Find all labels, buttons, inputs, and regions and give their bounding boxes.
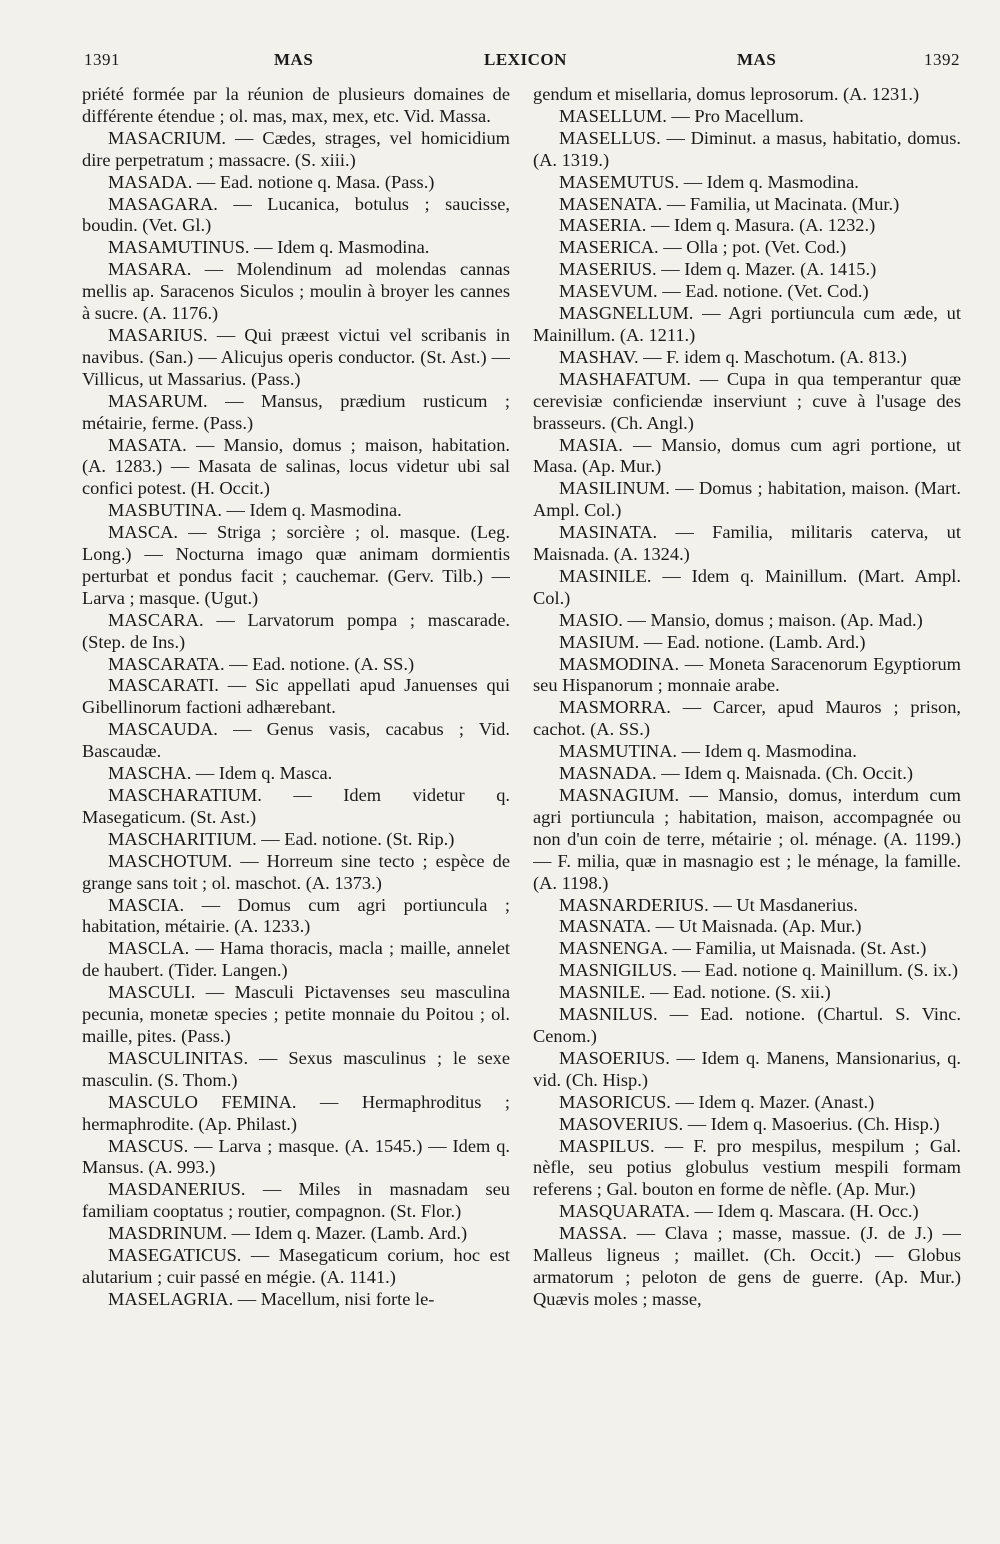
entry-definition: gendum et misellaria, domus leprosorum. (A. 1231.): [533, 84, 920, 104]
entry-headword: MASQUARATA.: [559, 1201, 690, 1222]
entry-definition: — Idem q. Mazer. (A. 1415.): [661, 259, 877, 280]
entry-definition: — Idem q. Masmodina.: [681, 741, 857, 762]
dictionary-entry: [82, 851, 510, 895]
dictionary-entry: [82, 1092, 510, 1136]
dictionary-entry: [82, 391, 510, 435]
entry-definition: — Idem q. Manens, Mansionarius, q. vid. (Ch. Hisp.): [533, 1047, 961, 1090]
entry-headword: MASORICUS.: [559, 1091, 671, 1112]
center-running-head: LEXICON: [484, 50, 567, 69]
entry-definition: — Macellum, nisi forte le-: [237, 1288, 435, 1309]
entry-headword: MASMODINA.: [559, 653, 680, 674]
entry-headword: MASINILE.: [559, 565, 652, 586]
entry-definition: — Cupa in qua temperantur quæ cerevisiæ conficiendæ inserviunt ; cuve à l'usage des brasseurs. (Ch. Angl.): [533, 368, 961, 433]
entry-headword: MASINATA.: [559, 522, 658, 543]
entry-headword: MASARUM.: [108, 390, 208, 411]
entry-definition: — Larvatorum pompa ; mascarade. (Step. de Ins.): [82, 609, 510, 652]
entry-headword: MASNILUS.: [559, 1004, 658, 1025]
entry-headword: MASNARDERIUS.: [559, 894, 709, 915]
entry-headword: MASEVUM.: [559, 281, 658, 302]
dictionary-entry: [533, 610, 961, 632]
dictionary-entry: [533, 522, 961, 566]
entry-definition: — Idem q. Masoerius. (Ch. Hisp.): [687, 1113, 940, 1134]
entry-definition: — Ead. notione q. Mainillum. (S. ix.): [681, 960, 958, 981]
dictionary-entry: [533, 237, 961, 259]
dictionary-entry: [533, 632, 961, 654]
entry-headword: MASACRIUM.: [108, 127, 227, 148]
dictionary-entry: [533, 1136, 961, 1202]
entry-definition: — Domus cum agri portiuncula ; habitation, métairie. (A. 1233.): [82, 894, 510, 937]
entry-headword: MASCHOTUM.: [108, 850, 233, 871]
entry-headword: MASCULI.: [108, 982, 196, 1003]
entry-headword: MASCAUDA.: [108, 719, 218, 740]
dictionary-entry: [82, 1048, 510, 1092]
entry-headword: MASCIA.: [108, 894, 185, 915]
entry-definition: — Idem q. Masmodina.: [254, 237, 430, 258]
dictionary-entry: [82, 435, 510, 501]
dictionary-entry: [533, 654, 961, 698]
entry-definition: — Sexus masculinus ; le sexe masculin. (S. Thom.): [82, 1047, 510, 1090]
entry-definition: — Hermaphroditus ; hermaphrodite. (Ap. Philast.): [82, 1091, 510, 1134]
dictionary-entry: [533, 697, 961, 741]
dictionary-entry: [533, 1092, 961, 1114]
entry-definition: — Ead. notione. (S. xii.): [649, 982, 831, 1003]
entry-headword: MASERIA.: [559, 215, 647, 236]
entry-headword: MASIO.: [559, 609, 623, 630]
entry-headword: MASARIUS.: [108, 324, 208, 345]
entry-definition: — Molendinum ad molendas cannas mellis ap. Saracenos Siculos ; moulin à broyer les cannes à sucre. (A. 1176.): [82, 259, 510, 324]
entry-headword: MASNIGILUS.: [559, 960, 678, 981]
dictionary-entry: [82, 938, 510, 982]
dictionary-entry: [533, 435, 961, 479]
entry-headword: MASHAFATUM.: [559, 368, 691, 389]
dictionary-entry: [82, 829, 510, 851]
dictionary-entry: [82, 982, 510, 1048]
dictionary-entry: [533, 281, 961, 303]
dictionary-entry: [533, 1004, 961, 1048]
entry-headword: MASADA.: [108, 171, 193, 192]
entry-definition: — Idem q. Maisnada. (Ch. Occit.): [661, 763, 913, 784]
entry-definition: — Pro Macellum.: [671, 105, 804, 126]
entry-definition: — Diminut. a masus, habitatio, domus. (A. 1319.): [533, 127, 961, 170]
entry-definition: — F. idem q. Maschotum. (A. 813.): [643, 346, 907, 367]
dictionary-entry: [82, 128, 510, 172]
dictionary-entry: [82, 259, 510, 325]
entry-definition: — Larva ; masque. (A. 1545.) — Idem q. Mansus. (A. 993.): [82, 1135, 510, 1178]
left-page-number: 1391: [84, 50, 120, 69]
dictionary-entry: [533, 982, 961, 1004]
entry-headword: MASMORRA.: [559, 697, 671, 718]
dictionary-entry: [82, 1136, 510, 1180]
entry-definition: — Mansio, domus ; maison, habitation. (A. 1283.) — Masata de salinas, locus videtur ubi sal confici potest. (H. Occit.): [82, 434, 510, 499]
dictionary-entry: [533, 895, 961, 917]
entry-definition: — Carcer, apud Mauros ; prison, cachot. (A. SS.): [533, 697, 961, 740]
entry-headword: MASNATA.: [559, 916, 652, 937]
entry-headword: MASOERIUS.: [559, 1047, 670, 1068]
entry-headword: MASCARA.: [108, 609, 204, 630]
entry-definition: — Idem q. Masura. (A. 1232.): [650, 215, 876, 236]
dictionary-entry: [533, 785, 961, 895]
entry-definition: priété formée par la réunion de plusieurs domaines de différente étendue ; ol. mas, max, mex, etc. Vid. Massa.: [82, 84, 510, 126]
entry-definition: — Idem q. Mascara. (H. Occ.): [694, 1201, 919, 1222]
entry-headword: MASELLUS.: [559, 127, 661, 148]
entry-headword: MASENATA.: [559, 193, 663, 214]
dictionary-entry: [82, 763, 510, 785]
entry-headword: MASCARATA.: [108, 653, 225, 674]
entry-definition: — Hama thoracis, macla ; maille, annelet de haubert. (Tider. Langen.): [82, 938, 510, 981]
right-running-head: MAS: [737, 50, 777, 69]
dictionary-entry: [82, 325, 510, 391]
entry-headword: MASCULO FEMINA.: [108, 1091, 297, 1112]
entry-headword: MASDRINUM.: [108, 1223, 228, 1244]
entry-definition: — Horreum sine tecto ; espèce de grange sans toit ; ol. maschot. (A. 1373.): [82, 850, 510, 893]
dictionary-entry: [82, 1179, 510, 1223]
entry-headword: MASEGATICUS.: [108, 1245, 242, 1266]
dictionary-entry: [533, 1114, 961, 1136]
left-running-head: MAS: [274, 50, 314, 69]
dictionary-entry: [82, 719, 510, 763]
dictionary-entry: [533, 1223, 961, 1311]
entry-definition: — Olla ; pot. (Vet. Cod.): [663, 237, 847, 258]
entry-headword: MASCULINITAS.: [108, 1047, 249, 1068]
entry-headword: MASCA.: [108, 522, 179, 543]
entry-headword: MASCLA.: [108, 938, 190, 959]
dictionary-entry: [533, 194, 961, 216]
dictionary-entry: [82, 1289, 510, 1311]
entry-definition: — Mansio, domus cum agri portione, ut Masa. (Ap. Mur.): [533, 434, 961, 477]
entry-definition: — Familia, militaris caterva, ut Maisnada. (A. 1324.): [533, 522, 961, 565]
entry-definition: — Ead. notione. (St. Rip.): [261, 828, 455, 849]
entry-headword: MASCARATI.: [108, 675, 219, 696]
entry-headword: MASSA.: [559, 1223, 627, 1244]
entry-headword: MASBUTINA.: [108, 500, 222, 521]
entry-headword: MASIA.: [559, 434, 623, 455]
entry-definition: — Idem q. Mazer. (Anast.): [675, 1091, 875, 1112]
dictionary-entry: [82, 895, 510, 939]
dictionary-entry: [533, 478, 961, 522]
entry-definition: — Mansio, domus, interdum cum agri portiuncula ; habitation, maison, accompagnée ou non d'un coin de terre, métairie ; ol. ménage. (A. 1199.) — F. milia, quæ in masnagio est ; le ménage, la famille. (A. 1198.): [533, 785, 961, 893]
entry-definition: — Masegaticum corium, hoc est alutarium ; cuir passé en mégie. (A. 1141.): [82, 1245, 510, 1287]
entry-headword: MASATA.: [108, 434, 187, 455]
entry-definition: — Idem videtur q. Masegaticum. (St. Ast.): [82, 785, 510, 827]
entry-definition: — Miles in masnadam seu familiam cooptatus ; routier, compagnon. (St. Flor.): [82, 1179, 510, 1222]
right-column: [533, 84, 961, 1504]
dictionary-entry: [533, 566, 961, 610]
page-header: [84, 50, 960, 80]
entry-definition: — Ead. notione. (A. SS.): [229, 653, 415, 674]
entry-definition: — F. pro mespilus, mespilum ; Gal. nèfle, seu potius globulus vestium mespili formam referens ; Gal. bouton en forme de nèfle. (Ap. Mur.): [533, 1135, 961, 1200]
entry-definition: — Lucanica, botulus ; saucisse, boudin. (Vet. Gl.): [82, 193, 510, 236]
dictionary-entry: [82, 84, 510, 128]
dictionary-entry: [533, 347, 961, 369]
entry-definition: — Cædes, strages, vel homicidium dire perpetratum ; massacre. (S. xiii.): [82, 127, 510, 170]
dictionary-entry: [533, 259, 961, 281]
entry-headword: MASAMUTINUS.: [108, 237, 250, 258]
entry-definition: — Sic appellati apud Januenses qui Gibellinorum factioni adhærebant.: [82, 675, 510, 718]
entry-headword: MASNADA.: [559, 763, 657, 784]
entry-headword: MASHAV.: [559, 346, 639, 367]
dictionary-entry: [82, 194, 510, 238]
dictionary-entry: [533, 303, 961, 347]
entry-headword: MASCHA.: [108, 763, 192, 784]
dictionary-entry: [82, 610, 510, 654]
dictionary-entry: [533, 369, 961, 435]
entry-headword: MASERICA.: [559, 237, 659, 258]
entry-definition: — Familia, ut Maisnada. (St. Ast.): [672, 938, 927, 959]
right-page-number: 1392: [924, 50, 960, 69]
entry-definition: — Ead. notione. (Lamb. Ard.): [643, 631, 866, 652]
entry-headword: MASDANERIUS.: [108, 1179, 246, 1200]
entry-definition: — Mansio, domus ; maison. (Ap. Mad.): [627, 609, 923, 630]
entry-headword: MASCHARATIUM.: [108, 785, 262, 805]
entry-definition: — Masculi Pictavenses seu masculina pecunia, monetæ species ; petite monnaie du Poitou ; ol. maille, pites. (Pass.): [82, 982, 510, 1046]
entry-definition: — Domus ; habitation, maison. (Mart. Ampl. Col.): [533, 478, 961, 521]
dictionary-entry: [82, 500, 510, 522]
dictionary-entry: [82, 785, 510, 829]
entry-definition: — Ead. notione. (Chartul. S. Vinc. Cenom.): [533, 1004, 961, 1046]
entry-headword: MASCHARITIUM.: [108, 828, 257, 849]
dictionary-entry: [533, 960, 961, 982]
entry-definition: — Idem q. Masmodina.: [226, 500, 402, 521]
entry-definition: — Qui præest victui vel scribanis in navibus. (San.) — Alicujus operis conductor. (St. Ast.) — Villicus, ut Massarius. (Pass.): [82, 324, 510, 389]
entry-headword: MASNENGA.: [559, 938, 668, 959]
entry-headword: MASEMUTUS.: [559, 171, 680, 192]
entry-definition: — Idem q. Masmodina.: [683, 171, 859, 192]
entry-definition: — Ead. notione. (Vet. Cod.): [662, 281, 869, 302]
dictionary-entry: [533, 215, 961, 237]
entry-headword: MASOVERIUS.: [559, 1113, 684, 1134]
dictionary-entry: [82, 172, 510, 194]
dictionary-entry: [533, 84, 961, 106]
entry-headword: MASIUM.: [559, 631, 640, 652]
entry-definition: — Idem q. Mainillum. (Mart. Ampl. Col.): [533, 565, 961, 608]
entry-headword: MASNAGIUM.: [559, 785, 680, 805]
entry-headword: MASCUS.: [108, 1135, 189, 1156]
entry-definition: — Idem q. Mazer. (Lamb. Ard.): [231, 1223, 468, 1244]
entry-definition: — Ut Masdanerius.: [713, 894, 858, 915]
entry-headword: MASMUTINA.: [559, 741, 678, 762]
dictionary-entry: [533, 1201, 961, 1223]
entry-definition: — Mansus, prædium rusticum ; métairie, ferme. (Pass.): [82, 390, 510, 433]
entry-headword: MASPILUS.: [559, 1135, 655, 1156]
entry-headword: MASERIUS.: [559, 259, 657, 280]
dictionary-entry: [533, 938, 961, 960]
entry-definition: — Moneta Saracenorum Egyptiorum seu Hispanorum ; monnaie arabe.: [533, 653, 961, 696]
dictionary-entry: [82, 675, 510, 719]
entry-headword: MASNILE.: [559, 982, 646, 1003]
dictionary-entry: [82, 237, 510, 259]
entry-definition: — Clava ; masse, massue. (J. de J.) — Malleus ligneus ; maillet. (Ch. Occit.) — Globus armatorum ; peloton de gens de guerre. (Ap. Mur.) Quævis moles ; masse,: [533, 1223, 961, 1309]
dictionary-entry: [533, 106, 961, 128]
entry-definition: — Agri portiuncula cum æde, ut Mainillum. (A. 1211.): [533, 303, 961, 345]
dictionary-entry: [82, 522, 510, 610]
entry-definition: — Ut Maisnada. (Ap. Mur.): [655, 916, 862, 937]
entry-headword: MASGNELLUM.: [559, 303, 694, 324]
entry-definition: — Familia, ut Macinata. (Mur.): [666, 193, 900, 214]
entry-headword: MASAGARA.: [108, 193, 218, 214]
entry-headword: MASELLUM.: [559, 105, 667, 126]
entry-definition: — Genus vasis, cacabus ; Vid. Bascaudæ.: [82, 719, 510, 762]
dictionary-entry: [82, 1245, 510, 1289]
entry-headword: MASILINUM.: [559, 478, 670, 499]
dictionary-entry: [82, 654, 510, 676]
entry-headword: MASELAGRIA.: [108, 1288, 234, 1309]
entry-headword: MASARA.: [108, 259, 192, 280]
dictionary-entry: [533, 916, 961, 938]
dictionary-entry: [82, 1223, 510, 1245]
dictionary-entry: [533, 763, 961, 785]
entry-definition: — Idem q. Masca.: [195, 763, 333, 784]
dictionary-entry: [533, 741, 961, 763]
left-column: [82, 84, 510, 1504]
dictionary-entry: [533, 128, 961, 172]
entry-definition: — Striga ; sorcière ; ol. masque. (Leg. Long.) — Nocturna imago quæ animam dormientis perturbat et pondus facit ; cauchemar. (Gerv. Tilb.) — Larva ; masque. (Ugut.): [82, 522, 510, 608]
dictionary-entry: [533, 1048, 961, 1092]
dictionary-entry: [533, 172, 961, 194]
entry-definition: — Ead. notione q. Masa. (Pass.): [196, 171, 435, 192]
